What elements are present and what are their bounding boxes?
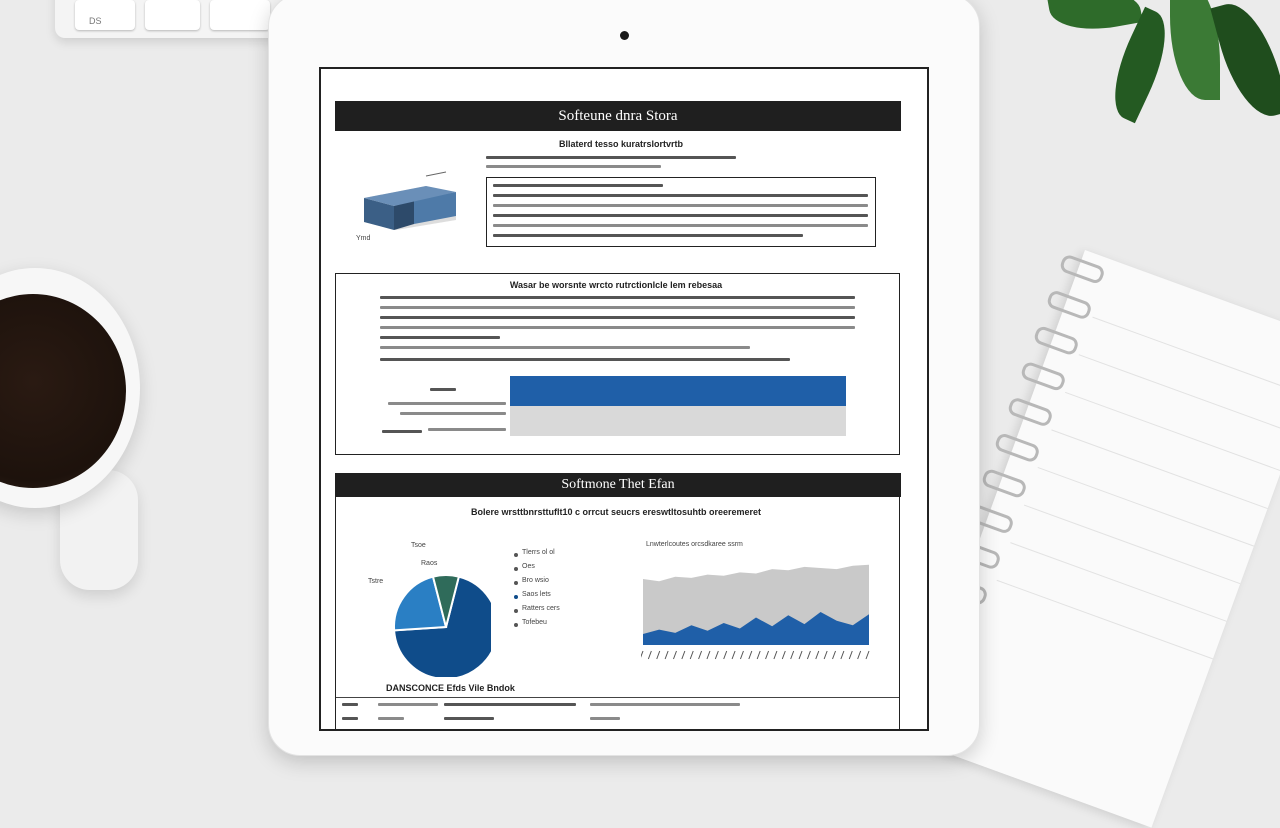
- x-tick: [673, 651, 676, 659]
- x-tick: [699, 651, 702, 659]
- chart-legend: [514, 549, 604, 633]
- section2-panel: [335, 273, 900, 455]
- pie-chart: [366, 537, 491, 677]
- x-tick: [824, 651, 827, 659]
- section1-title-bar: [335, 101, 901, 131]
- x-tick: [774, 651, 777, 659]
- section3-title-bar: [335, 473, 901, 497]
- x-tick: [641, 651, 643, 659]
- section1-subtitle: Bllaterd tesso kuratrslortvrtb: [558, 139, 684, 149]
- section1-title: Softeune dnra Stora: [558, 108, 678, 124]
- bar-grey: [510, 406, 846, 436]
- x-tick: [757, 651, 760, 659]
- section3-subtitle: Bolere wrsttbnrsttuflt10 c orrcut seucrs ereswtltosuhtb oreeremeret: [470, 507, 762, 517]
- legend-item: Tofebeu: [514, 619, 604, 633]
- x-tick: [682, 651, 685, 659]
- 3d-product-figure: [356, 164, 466, 244]
- x-tick: [657, 651, 660, 659]
- keyboard-key: DS: [75, 0, 135, 30]
- legend-item: Saos lets: [514, 591, 604, 605]
- x-tick: [724, 651, 727, 659]
- pie-label: Tsoe: [411, 542, 426, 549]
- x-tick: [665, 651, 668, 659]
- pie-label: Raos: [421, 560, 438, 567]
- x-tick: [841, 651, 844, 659]
- section2-title: Wasar be worsnte wrcto rutrctionlcle lem rebesaa: [509, 280, 723, 290]
- section3-title: Softmone Thet Efan: [561, 477, 675, 492]
- keyboard-key: [210, 0, 270, 30]
- x-tick: [782, 651, 785, 659]
- text-line: [486, 156, 736, 159]
- x-tick: [858, 651, 861, 659]
- x-tick: [740, 651, 743, 659]
- x-tick: [833, 651, 836, 659]
- section1-text-box: [486, 177, 876, 247]
- x-tick: [799, 651, 802, 659]
- legend-item: Bro wsio: [514, 577, 604, 591]
- potted-plant: [1020, 0, 1280, 150]
- pie-label: Tstre: [368, 578, 384, 585]
- figure-caption: Ymd: [356, 235, 371, 242]
- tablet-device: [268, 0, 980, 756]
- legend-item: Oes: [514, 563, 604, 577]
- x-tick: [766, 651, 769, 659]
- x-tick: [849, 651, 852, 659]
- x-tick: [807, 651, 810, 659]
- section3-panel: [335, 497, 900, 731]
- section3-footer-heading: DANSCONCE Efds Vile Bndok: [386, 683, 515, 693]
- x-tick: [715, 651, 718, 659]
- legend-item: Tlerrs ol ol: [514, 549, 604, 563]
- bar-blue: [510, 376, 846, 406]
- area-chart: [641, 555, 871, 665]
- x-tick: [732, 651, 735, 659]
- x-tick: [707, 651, 710, 659]
- text-line: [486, 165, 661, 168]
- legend-item: Ratters cers: [514, 605, 604, 619]
- front-camera: [620, 31, 629, 40]
- coffee-mug: [0, 268, 140, 508]
- keyboard: [55, 0, 290, 38]
- x-tick: [749, 651, 752, 659]
- x-tick: [816, 651, 819, 659]
- x-tick: [866, 651, 869, 659]
- x-tick: [791, 651, 794, 659]
- tablet-screen[interactable]: [319, 67, 929, 731]
- keyboard-key: [145, 0, 200, 30]
- x-tick: [690, 651, 693, 659]
- x-tick: [648, 651, 651, 659]
- line-chart-title: Lnwterlcoutes orcsdkaree ssrm: [646, 541, 743, 548]
